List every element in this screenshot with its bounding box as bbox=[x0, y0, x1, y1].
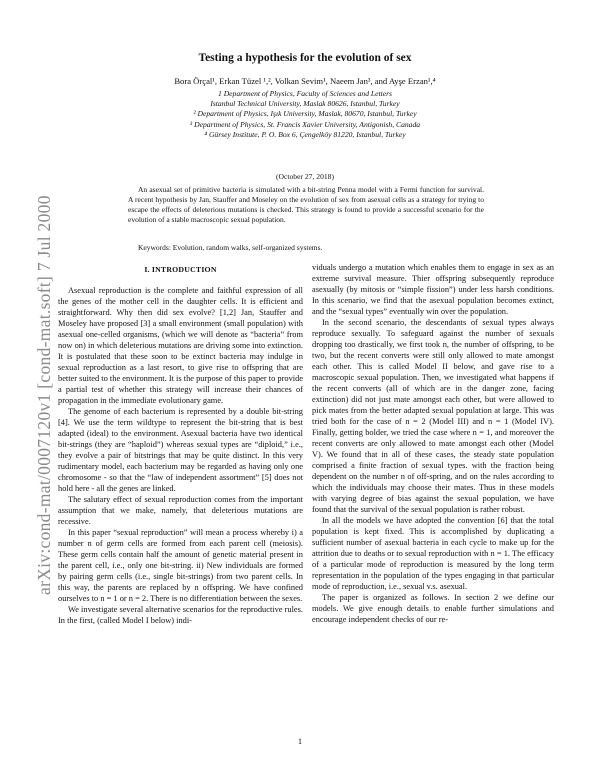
paper-title: Testing a hypothesis for the evolution of sex bbox=[198, 52, 412, 64]
paragraph: Asexual reproduction is the complete and faithful expression of all the genes of the mother cell in the daughter cells. It is efficient and straightforward. Why then did sex evolve? [1,2] Jan, Stauffer and Moseley have proposed [3] a small environment (small population) with asexual one-celled organisms, (which we will denote as “bacteria” from now on) in which deleterious mutations are driving some into extinction. It is postulated that these soon to be extinct bacteria may indulge in sexual reproduction as a last resort, to give rise to offspring that are better suited to the environment. It is the purpose of this paper to provide a partial test of whether this strategy will increase their chances of propagation in the immediate evolutionary game. bbox=[58, 286, 303, 405]
keywords: Keywords: Evolution, random walks, self-organized systems. bbox=[138, 243, 323, 252]
affiliation-line: ² Department of Physics, Işık University, Maslak, 80670, Istanbul, Turkey bbox=[193, 109, 417, 119]
affiliation-line: Istanbul Technical University, Maslak 80626, Istanbul, Turkey bbox=[210, 99, 400, 109]
section-heading: I. INTRODUCTION bbox=[144, 265, 217, 274]
affiliation-line: ³ Department of Physics, St. Francis Xavier University, Antigonish, Canada bbox=[189, 119, 421, 129]
right-column bbox=[312, 262, 554, 625]
affiliation-line: 1 Department of Physics, Faculty of Sciences and Letters bbox=[218, 89, 392, 98]
abstract-text: An asexual set of primitive bacteria is simulated with a bit-string Penna model with a Fermi function for survival. A recent hypothesis by Jan, Stauffer and Moseley on the evolution of sex from asexual cells as a strategy for trying to escape the effects of deleterious mutations is checked. This strategy is found to provide a successful scenario for the evolution of a stable macroscopic sexual population. bbox=[128, 185, 484, 224]
affiliation-line: ⁴ Gürsey Institute, P. O. Box 6, Çengelköy 81220, Istanbul, Turkey bbox=[204, 129, 406, 139]
paragraph: The salutary effect of sexual reproduction comes from the important assumption that we make, namely, that deleterious mutations are recessive. bbox=[58, 495, 303, 526]
page-number: 1 bbox=[297, 737, 303, 746]
paragraph: viduals undergo a mutation which enables them to engage in sex as an extreme survival measure. Thier offspring subsequently reproduce asexually (by mitosis or “simple fission”) under less harsh conditions. In this scenario, we find that the asexual population becomes extinct, and the “sexual types” eventually win over the population. bbox=[312, 263, 554, 316]
left-column bbox=[58, 262, 303, 626]
affiliations bbox=[70, 89, 540, 140]
paragraph: In all the models we have adopted the convention [6] that the total population is kept fixed. This is accomplished by duplicating a sufficient number of asexual bacteria in each cycle to make up for the attrition due to deaths or to sexual reproduction with n = 1. The efficacy of a particular mode of reproduction is measured by the long term representation in the population of the types engaging in that particular mode of reproduction, i.e., sexual v.s. asexual. bbox=[312, 516, 554, 591]
paper-date: (October 27, 2018) bbox=[276, 172, 334, 181]
paragraph: In the second scenario, the descendants of sexual types always reproduce sexually. To safeguard against the number of sexuals dropping too drastically, we first took n, the number of offspring, to be two, but the recent converts were still only allowed to mate amongst each other. This is called Model II below, and gave rise to a macroscopic sexual population. Then, we investigated what happens if the recent converts (all of which are in the danger zone, facing extinction) did not just mate amongst each other, but were allowed to pick mates from the better adapted sexual population at large. This was tried both for the case of n = 2 (Model III) and n = 1 (Model IV). Finally, getting bolder, we tried the case where n = 1, and moreover the recent converts are only allowed to mate amongst each other (Model V). We found that in all of these cases, the steady state population comprised a finite fraction of sexual types. with the fraction being dependent on the number n of off-spring, and on the rules according to which the individuals may choose their mates. Thus in these models with varying degree of bias against the sexual population, we have found that the survival of the sexual population is rather robust. bbox=[312, 318, 554, 514]
arxiv-stamp bbox=[14, 155, 54, 595]
author-list: Bora Örçal¹, Erkan Tüzel ¹,², Volkan Sevim¹, Naeem Jan³, and Ayşe Erzan¹,⁴ bbox=[174, 76, 436, 86]
abstract bbox=[128, 185, 484, 225]
paragraph: In this paper “sexual reproduction” will mean a process whereby i) a number n of germ cells are formed from each parent cell (meiosis). These germ cells contain half the amount of genetic material present in the parent cell, i.e., only one bit-string. ii) New individuals are formed by pairing germ cells (i.e., single bit-strings) from two parent cells. In this way, the parents are replaced by n offspring. We have confined ourselves to n = 1 or n = 2. There is no differentiation between the sexes. bbox=[58, 528, 303, 603]
paragraph: We investigate several alternative scenarios for the reproductive rules. In the first, (called Model I below) indi- bbox=[58, 605, 303, 625]
arxiv-stamp-text: arXiv:cond-mat/0007120v1 [cond-mat.soft] 7 Jul 2000 bbox=[34, 195, 54, 595]
paragraph: The genome of each bacterium is represented by a double bit-string [4]. We use the term wildtype to represent the bit-string that is best adapted (ideal) to the environment. Asexual bacteria have two identical bit-strings (they are “haploid”) whereas sexual types are “diploid,” i.e., they evolve a pair of bitstrings that may be quite distinct. In this very rudimentary model, each bacterium may be regarded as having only one chromosome - so that the “law of independent assortment” [5] does not hold here - all the genes are linked. bbox=[58, 407, 303, 493]
paragraph: The paper is organized as follows. In section 2 we define our models. We give enough details to enable further simulations and encourage independent checks of our re- bbox=[312, 593, 554, 624]
